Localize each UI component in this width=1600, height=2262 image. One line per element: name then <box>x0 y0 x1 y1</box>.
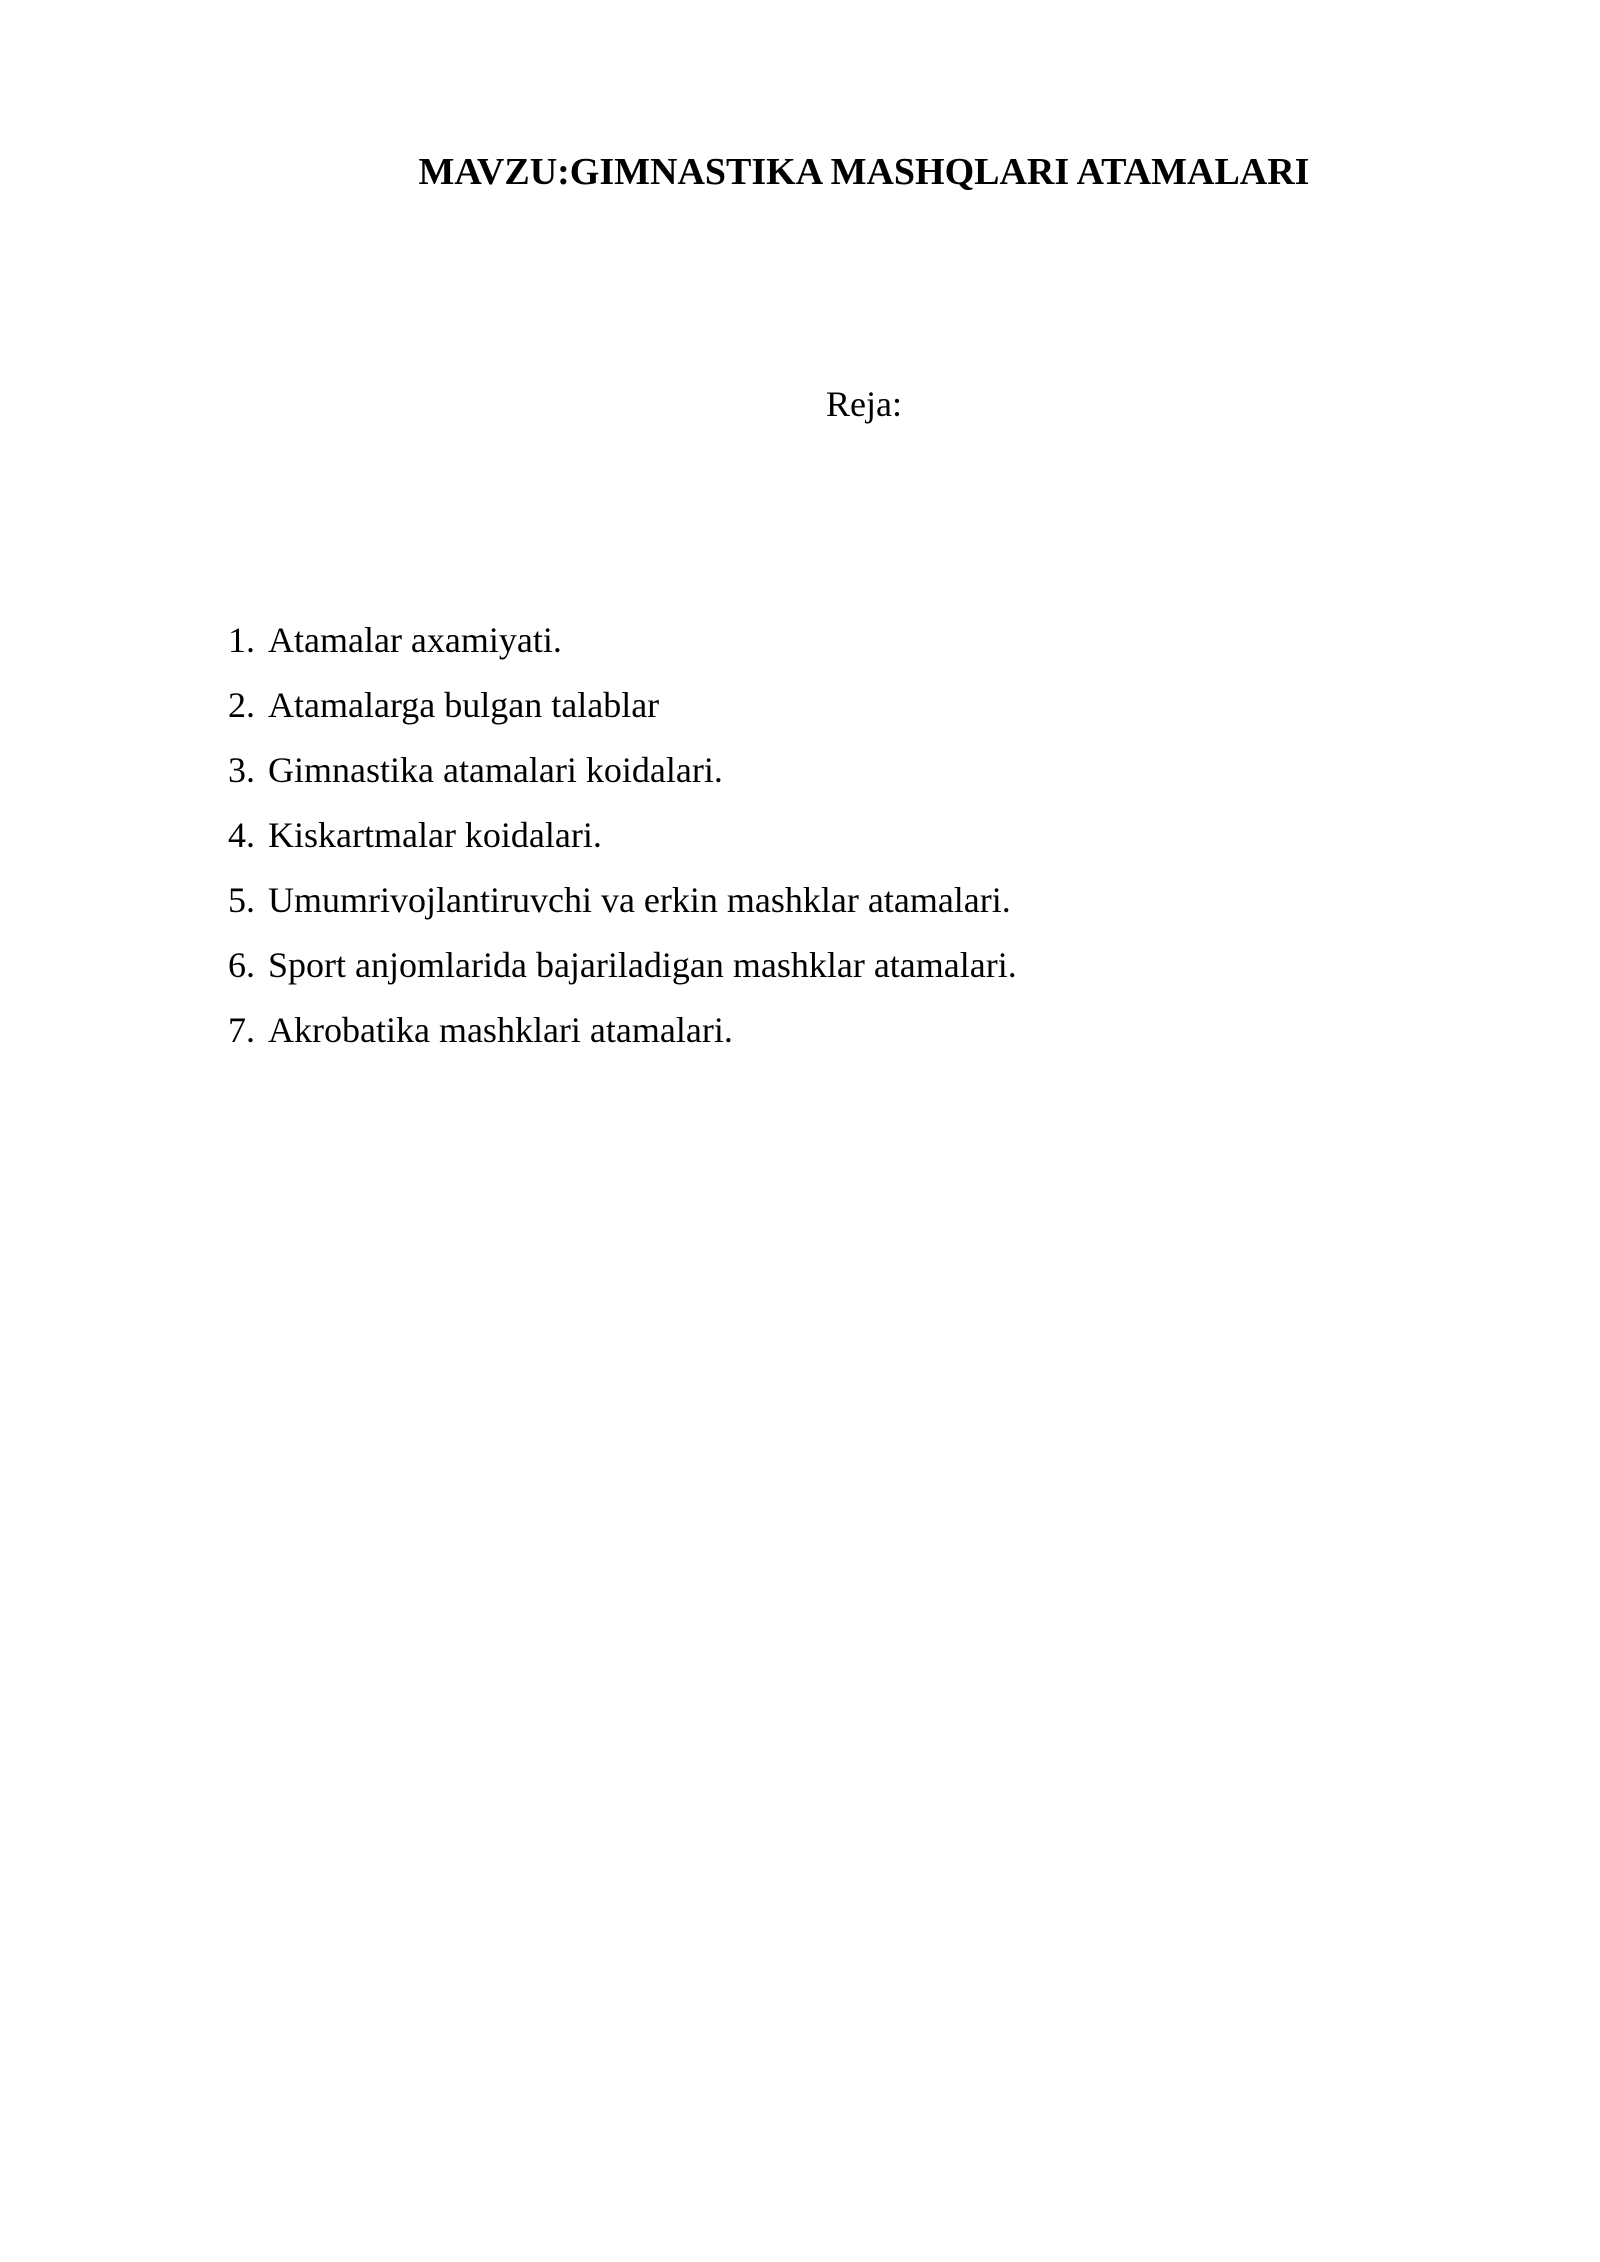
plan-item-text: Umumrivojlantiruvchi va erkin mashklar atamalari. <box>268 880 1011 920</box>
plan-item-7 <box>228 1009 1017 1074</box>
plan-item-1 <box>228 619 1017 684</box>
plan-item-number: 2. <box>228 685 255 725</box>
plan-item-text: Sport anjomlarida bajariladigan mashklar atamalari. <box>268 945 1017 985</box>
plan-item-number: 1. <box>228 620 255 660</box>
plan-heading: Reja: <box>826 384 902 424</box>
plan-item-text: Atamalar axamiyati. <box>268 620 562 660</box>
page-title: MAVZU:GIMNASTIKA MASHQLARI ATAMALARI <box>418 151 1310 193</box>
plan-item-number: 7. <box>228 1010 255 1050</box>
plan-item-number: 5. <box>228 880 255 920</box>
plan-item-5 <box>228 879 1017 944</box>
plan-item-text: Kiskartmalar koidalari. <box>268 815 602 855</box>
plan-item-text: Gimnastika atamalari koidalari. <box>268 750 723 790</box>
plan-item-text: Atamalarga bulgan talablar <box>268 685 660 725</box>
plan-item-6 <box>228 944 1017 1009</box>
plan-item-number: 6. <box>228 945 255 985</box>
plan-list <box>228 619 1017 1074</box>
plan-item-3 <box>228 749 1017 814</box>
plan-item-number: 3. <box>228 750 255 790</box>
plan-item-4 <box>228 814 1017 879</box>
plan-item-2 <box>228 684 1017 749</box>
plan-item-number: 4. <box>228 815 255 855</box>
plan-item-text: Akrobatika mashklari atamalari. <box>268 1010 733 1050</box>
